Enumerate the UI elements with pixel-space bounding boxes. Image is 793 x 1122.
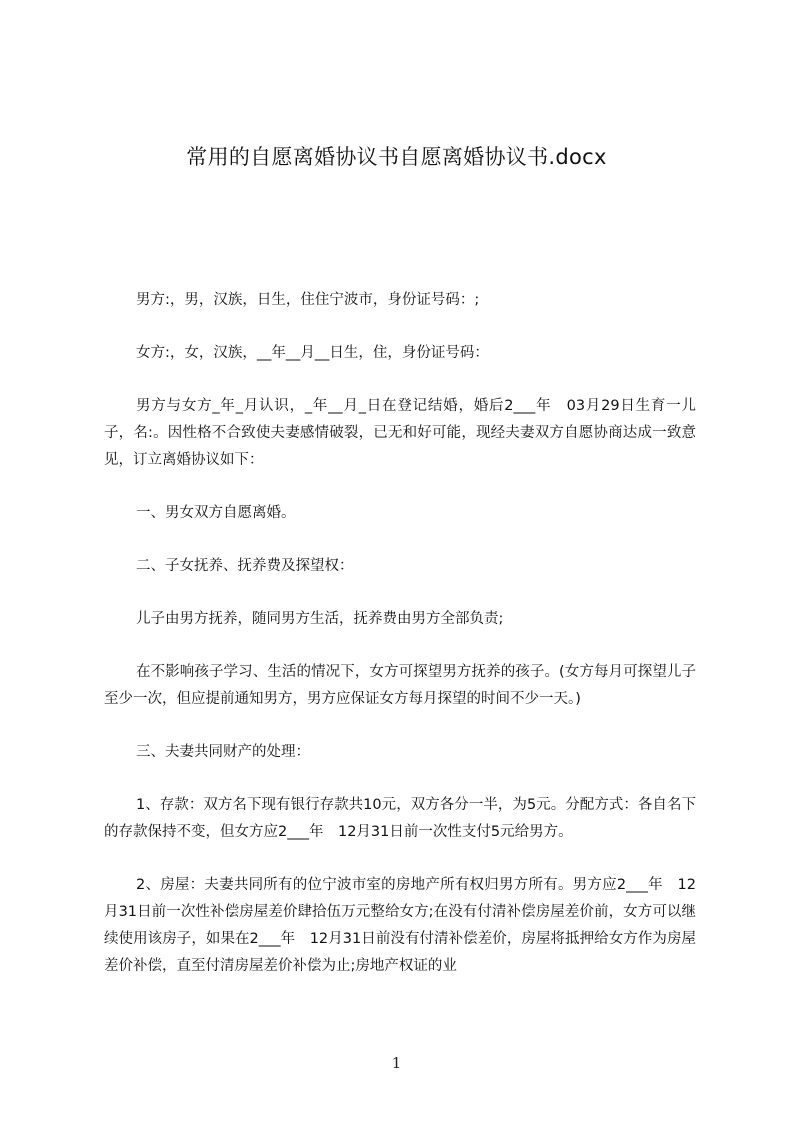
paragraph-house: 2、房屋：夫妻共同所有的位宁波市室的房地产所有权归男方所有。男方应2___年 12月31日前一次性补偿房屋差价肆拾伍万元整给女方;在没有付清补偿房屋差价前，女方可以继续使用该房子，如果在2___年 12月31日前没有付清补偿差价，房屋将抵押给女方作为房屋差价补偿，直至付清房屋差价补偿为止;房地产权证的业 xyxy=(104,877,696,974)
paragraph-deposits: 1、存款：双方名下现有银行存款共10元，双方各分一半，为5元。分配方式：各自名下的存款保持不变，但女方应2___年 12月31日前一次性支付5元给男方。 xyxy=(104,797,696,840)
clause-3-heading: 三、夫妻共同财产的处理： xyxy=(136,744,310,760)
paragraph-male-party: 男方:，男，汉族，日生，住住宁波市，身份证号码：; xyxy=(136,292,480,308)
paragraph-visitation: 在不影响孩子学习、生活的情况下，女方可探望男方抚养的孩子。(女方每月可探望儿子至少一次，但应提前通知男方，男方应保证女方每月探望的时间不少一天。) xyxy=(104,664,696,707)
page-number: 1 xyxy=(391,1054,402,1072)
document-title: 常用的自愿离婚协议书自愿离婚协议书.docx xyxy=(186,145,607,169)
paragraph-background: 男方与女方_年_月认识，_年__月_日在登记结婚，婚后2___年 03月29日生育一儿子，名:。因性格不合致使夫妻感情破裂，已无和好可能，现经夫妻双方自愿协商达成一致意见，订立离婚协议如下： xyxy=(104,398,696,468)
clause-1-divorce: 一、男女双方自愿离婚。 xyxy=(136,505,296,521)
document-body xyxy=(104,287,696,1004)
paragraph-female-party: 女方:，女，汉族，__年__月__日生，住，身份证号码： xyxy=(136,345,489,361)
clause-2-heading: 二、子女抚养、抚养费及探望权： xyxy=(136,558,354,574)
paragraph-custody: 儿子由男方抚养，随同男方生活，抚养费由男方全部负责; xyxy=(136,611,504,627)
